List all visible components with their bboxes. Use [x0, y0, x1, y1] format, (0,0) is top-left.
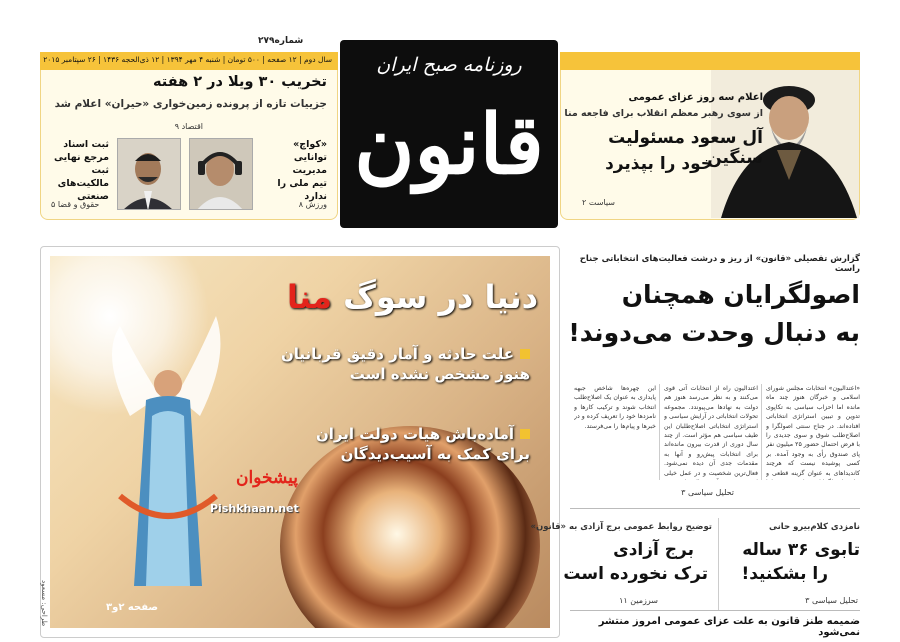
story-registry[interactable]: ثبت اسناد مرجع نهایی ثبت مالکیت‌های صنعتی: [53, 139, 109, 202]
main-section: تحلیل سیاسی ۳: [681, 488, 734, 497]
bottom-left-headline1[interactable]: برج آزادی: [613, 540, 694, 560]
story-coach[interactable]: «کواچ» توانایی مدیریت تیم ملی را ندارد: [277, 139, 327, 202]
main-headline1[interactable]: اصولگرایان همچنان: [621, 280, 860, 309]
watermark-logo-fa: پیشخوان: [236, 468, 298, 488]
main-headline2[interactable]: به دنبال وحدت می‌دوند!: [568, 318, 860, 347]
feature-page-ref[interactable]: صفحه ۲و۳: [106, 602, 159, 613]
masthead-tagline: روزنامه صبح ایران: [376, 54, 522, 76]
footer-notice: ضمیمه طنز قانون به علت عزای عمومی امروز منتشر نمی‌شود: [598, 616, 860, 638]
top-left-panel: [40, 70, 338, 220]
bottom-right-kicker: نامزدی کلام‌بیرو حانی: [769, 522, 860, 532]
main-col-left: این چهره‌ها شاخص جبهه پایداری به عنوان یک اصلاح‌طلب انتخاب شوند و ترکیب کارها و نامزدها خود را تعریف کرده و در خبرها و پیام‌ها را می‌فرستد.: [574, 385, 656, 430]
portrait-coach: [189, 138, 253, 210]
portrait-official-image: [117, 139, 180, 210]
feature-title-prefix: دنیا در سوگ: [343, 278, 538, 316]
top-left-headline[interactable]: تخریب ۳۰ ویلا در ۲ هفته: [153, 74, 327, 90]
feature-bullet2: آماده‌باش هیات دولت ایران برای کمک به آسیب‌دیدگان: [315, 425, 530, 463]
feature-title-accent: منا: [287, 278, 332, 316]
bullet1-marker: [520, 349, 530, 359]
portrait-official: [117, 138, 181, 210]
bottom-divider: [718, 518, 719, 610]
main-col-mid: اعتدالیون راه از انتخابات آتی قوی می‌کنند و به نظر می‌رسد هنوز هم دولت به نهادها می‌پیوندد. مجموعه تحولات انتخاباتی در آرایش سیاسی و استراتژی انتخاباتی اصلاح‌طلبان این طیف سیاسی هم مؤثر است. از چند سال دوری از قدرت بیرون مانده‌اند برای انتخابات پیش‌رو و آنها به مقدمات جدی آن دیده نمی‌شود. فعال‌ترین شخصیت و در عمل خیلی: [664, 385, 758, 477]
newspaper-logo: قانون: [354, 97, 544, 193]
bullet2-marker: [520, 429, 530, 439]
top-right-headline1[interactable]: آل سعود مسئولیت سنگین: [608, 128, 763, 168]
top-right-panel: [560, 70, 860, 220]
top-left-subhead: جزییات تازه از پرونده زمین‌خواری «حیران» اعلام شد: [54, 98, 327, 110]
bottom-left-section: سرزمین ۱۱: [619, 596, 658, 605]
pilgrim-figure-icon: [90, 296, 240, 596]
main-col-right: «اعتدالیون» انتخابات مجلس شورای اسلامی و خبرگان هنوز چند ماه مانده اما احزاب سیاسی به تکاپوی تدوین و تبیین استراتژی انتخاباتی افتاده‌اند. در جناح سنتی اصولگرا و اصلاح‌طلب شوق و سوی جدیدی را با فرض احتمال حضور ۲۵ میلیون نفر پای صندوق رأی به وجود آمده. بر کسی پوشیده نیست که هرچند کاندیداهای به عنوان گزینه قطعی و: [766, 385, 860, 477]
watermark-logo-en: Pishkhaan.net: [210, 502, 299, 515]
story-coach-section: ورزش ۸: [298, 200, 327, 209]
top-left-section: اقتصاد ۹: [174, 122, 203, 131]
story-registry-section: حقوق و قضا ۵: [51, 200, 100, 209]
feature-image[interactable]: [50, 256, 550, 628]
top-right-kicker2: از سوی رهبر معظم انقلاب برای فاجعه منا: [564, 108, 763, 119]
portrait-coach-image: [189, 139, 252, 210]
bottom-right-headline2[interactable]: را بشکنید!: [741, 564, 828, 584]
col-divider: [659, 384, 660, 480]
top-right-headline2[interactable]: خود را بپذیرد: [605, 154, 713, 174]
feature-side-credit: طراحی: مسعود: [40, 580, 48, 627]
section-divider: [570, 508, 860, 509]
col-divider: [761, 384, 762, 480]
bottom-left-kicker: توضیح روابط عمومی برج آزادی به «قانون»: [530, 522, 712, 532]
feature-title: [287, 278, 538, 316]
feature-bullet1: علت حادثه و آمار دقیق قربانیان هنوز مشخص نشده است: [280, 345, 530, 383]
top-right-section: سیاست ۲: [582, 198, 615, 207]
main-kicker: گزارش تفصیلی «قانون» از ریز و درشت فعالیت‌های انتخاباتی جناح راست: [579, 254, 860, 274]
bottom-right-section: تحلیل سیاسی ۳: [805, 596, 858, 605]
footer-rule: [570, 610, 860, 611]
top-right-bar: [560, 52, 860, 70]
bottom-left-headline2[interactable]: ترک نخورده است: [563, 564, 708, 584]
date-line: سال دوم | ۱۲ صفحه | ۵۰۰ تومان | شنبه ۴ مهر ۱۳۹۴ | ۱۲ ذی‌الحجه ۱۴۳۶ | ۲۶ سپتامبر ۲۰۱۵: [40, 52, 338, 70]
masthead: [340, 40, 558, 228]
issue-number: شماره۲۷۹: [258, 36, 304, 46]
top-right-kicker1: اعلام سه روز عزای عمومی: [628, 92, 763, 103]
bottom-right-headline1[interactable]: تابوی ۳۶ ساله: [742, 540, 860, 560]
